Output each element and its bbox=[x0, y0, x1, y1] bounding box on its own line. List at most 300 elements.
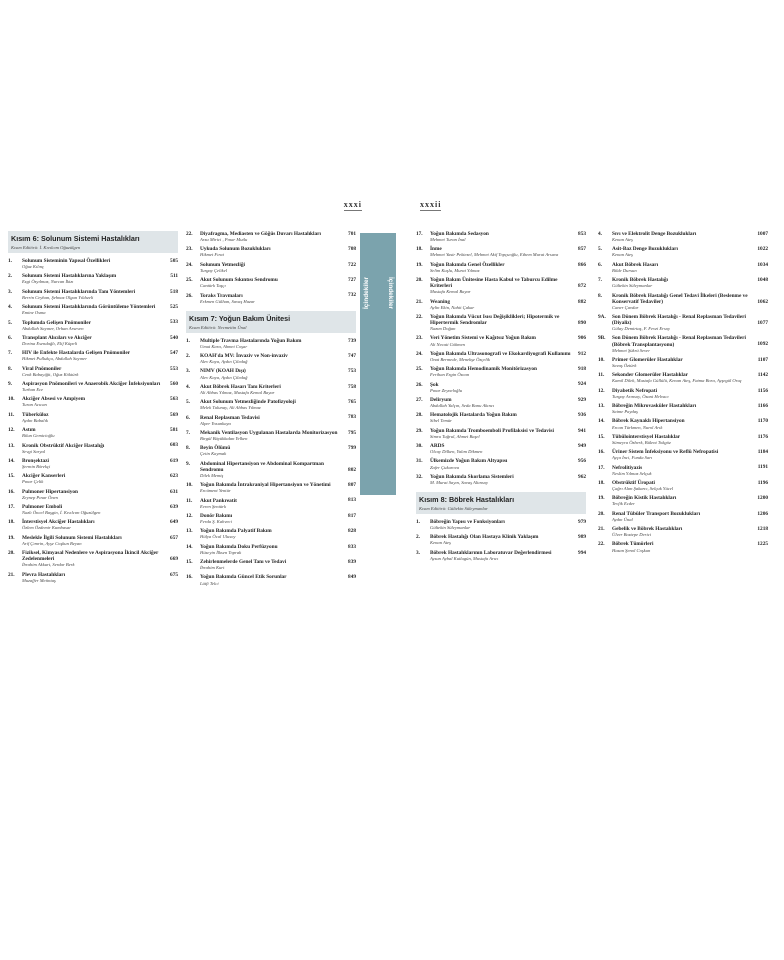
toc-entry-number: 21. bbox=[416, 298, 423, 305]
toc-entry[interactable] bbox=[8, 350, 178, 362]
toc-entry-title: Asit-Baz Denge Bozuklukları bbox=[612, 246, 678, 253]
toc-entry[interactable] bbox=[186, 368, 356, 380]
toc-entry[interactable] bbox=[416, 231, 586, 243]
toc-entry-title: Yoğun Bakımda Genel Özellikler bbox=[430, 261, 505, 268]
toc-entry[interactable] bbox=[416, 246, 586, 258]
toc-entry-number: 3. bbox=[186, 368, 190, 375]
toc-entry-author: Alev Kaya, Aydın Çiledağ bbox=[200, 359, 248, 365]
toc-entry-title: İnme bbox=[430, 246, 442, 253]
toc-entry-page: 1092 bbox=[757, 341, 768, 348]
toc-entry-author: Saime Paydaş bbox=[612, 409, 638, 415]
toc-entry-page: 732 bbox=[348, 292, 356, 299]
toc-entry-author: Sevgi Saryal bbox=[22, 448, 46, 454]
toc-entry-author: Abdullah Sayıner, Orhan Arseven bbox=[22, 325, 84, 331]
toc-entry-number: 21. bbox=[598, 526, 605, 533]
toc-entry-title: Uykuda Solunum Bozuklukları bbox=[200, 246, 271, 253]
toc-entry-author: Aydın Babalık bbox=[22, 417, 48, 423]
toc-entry-page: 962 bbox=[578, 473, 586, 480]
toc-entry[interactable] bbox=[598, 262, 768, 274]
toc-entry-number: 7. bbox=[598, 277, 602, 284]
toc-entry-page: 619 bbox=[170, 457, 178, 464]
toc-entry-title: Beyin Ölümü bbox=[200, 445, 231, 452]
toc-entry-number: 23. bbox=[416, 335, 423, 342]
toc-entry[interactable] bbox=[598, 480, 768, 492]
toc-entry-page: 890 bbox=[578, 319, 586, 326]
toc-entry-title: Toplumda Gelişen Pnömoniler bbox=[22, 319, 91, 326]
toc-entry-title: Bronşektazi bbox=[22, 457, 49, 464]
toc-entry[interactable] bbox=[8, 443, 178, 455]
toc-entry-title: Renal Tübüler Transport Bozuklukları bbox=[612, 510, 701, 517]
toc-entry[interactable] bbox=[8, 396, 178, 408]
toc-entry[interactable] bbox=[8, 304, 178, 316]
section-header bbox=[186, 311, 356, 333]
toc-entry-page: 1142 bbox=[757, 372, 768, 379]
toc-entry-number: 10. bbox=[186, 482, 193, 489]
toc-entry-number: 6. bbox=[8, 334, 12, 341]
toc-entry-author: İbrahim Kurt bbox=[200, 565, 225, 571]
toc-entry-number: 4. bbox=[598, 231, 602, 237]
toc-entry-title: Üriner Sistem İnfeksiyonu ve Reflü Nefropatisi bbox=[612, 449, 719, 456]
toc-entry[interactable] bbox=[598, 403, 768, 415]
toc-entry-page: 817 bbox=[348, 512, 356, 519]
toc-entry-page: 912 bbox=[578, 350, 586, 357]
toc-entry-number: 24. bbox=[416, 350, 423, 357]
toc-entry[interactable] bbox=[186, 559, 356, 571]
toc-entry-number: 22. bbox=[598, 541, 605, 548]
toc-entry-page: 727 bbox=[348, 277, 356, 284]
toc-entry[interactable] bbox=[8, 489, 178, 501]
toc-entry[interactable] bbox=[186, 338, 356, 350]
toc-entry[interactable] bbox=[186, 384, 356, 396]
left-page bbox=[4, 200, 386, 765]
toc-entry-page: 1218 bbox=[757, 525, 768, 532]
toc-entry-page: 813 bbox=[348, 497, 356, 504]
toc-entry-number: 3. bbox=[416, 549, 420, 556]
toc-entry[interactable] bbox=[186, 231, 356, 243]
toc-entry-title: Hematolojik Hastalarda Yoğun Bakım bbox=[430, 412, 517, 419]
toc-entry-page: 1048 bbox=[757, 277, 768, 284]
toc-entry-page: 994 bbox=[578, 549, 586, 556]
toc-entry-page: 747 bbox=[348, 352, 356, 359]
toc-entry[interactable] bbox=[416, 443, 586, 455]
toc-entry[interactable] bbox=[598, 541, 768, 553]
toc-entry[interactable] bbox=[8, 504, 178, 516]
toc-entry-title: NIMV (KOAH Dışı) bbox=[200, 368, 246, 375]
toc-entry-page: 828 bbox=[348, 528, 356, 535]
toc-entry-title: Multiple Travma Hastalarında Yoğun Bakım bbox=[200, 337, 302, 344]
toc-entry-title: Sekonder Glomerüler Hastalıklar bbox=[612, 372, 689, 379]
toc-entry-title: Kronik Obstrüktif Akciğer Hastalığı bbox=[22, 442, 105, 449]
toc-entry-number: 9. bbox=[186, 460, 190, 467]
toc-entry-number: 18. bbox=[416, 246, 423, 253]
toc-entry[interactable] bbox=[598, 434, 768, 446]
toc-entry-title: Böbreğin Kistik Hastalıkları bbox=[612, 495, 677, 502]
toc-entry[interactable] bbox=[598, 293, 768, 311]
toc-entry-number: 10. bbox=[8, 396, 15, 403]
toc-entry[interactable] bbox=[186, 445, 356, 457]
toc-entry[interactable] bbox=[416, 474, 586, 486]
toc-entry[interactable] bbox=[416, 382, 586, 394]
toc-entry[interactable] bbox=[8, 458, 178, 470]
toc-entry-title: Sıvı ve Elektrolit Denge Bozuklukları bbox=[612, 231, 697, 237]
toc-entry-author: Erkmen Gülhan, Savaş Hazar bbox=[200, 298, 255, 304]
toc-entry[interactable] bbox=[598, 246, 768, 258]
toc-entry-page: 560 bbox=[170, 380, 178, 387]
toc-entry[interactable] bbox=[598, 418, 768, 430]
toc-entry-title: Son Dönem Böbrek Hastalığı - Renal Replasman Tedavileri (Diyaliz) bbox=[612, 313, 746, 327]
toc-column bbox=[8, 231, 178, 587]
toc-entry-page: 758 bbox=[348, 383, 356, 390]
toc-entry-page: 1200 bbox=[757, 495, 768, 502]
toc-entry-page: 839 bbox=[348, 558, 356, 565]
toc-entry-author: Mehmet Şükrü Sever bbox=[612, 347, 651, 353]
toc-entry-page: 802 bbox=[348, 466, 356, 473]
toc-entry-page: 956 bbox=[578, 458, 586, 465]
toc-entry-author: Sümeyra Özberk, Bülent Tokgöz bbox=[612, 439, 671, 445]
toc-entry[interactable] bbox=[598, 511, 768, 523]
toc-entry-author: Evren Şentürk bbox=[200, 503, 226, 509]
toc-entry-page: 979 bbox=[578, 518, 586, 525]
toc-entry-number: 25. bbox=[416, 366, 423, 373]
toc-entry-author: Ercüment Yentür bbox=[200, 488, 231, 494]
toc-entry-number: 16. bbox=[8, 488, 15, 495]
toc-entry-number: 14. bbox=[186, 543, 193, 550]
toc-entry-author: Cenk Babayiğit, Oğuz Köktürk bbox=[22, 371, 79, 377]
toc-entry-page: 701 bbox=[348, 230, 356, 237]
toc-entry[interactable] bbox=[598, 465, 768, 477]
toc-entry[interactable] bbox=[8, 273, 178, 285]
toc-entry-author: Zeynep Pınar Önen bbox=[22, 494, 58, 500]
toc-entry[interactable] bbox=[8, 335, 178, 347]
toc-entry-number: 4. bbox=[8, 304, 12, 311]
toc-entry-number: 6. bbox=[598, 261, 602, 268]
toc-entry[interactable] bbox=[416, 519, 586, 531]
toc-entry-title: Yoğun Bakımda Sedasyon bbox=[430, 231, 489, 237]
toc-entry-title: Gebelik ve Böbrek Hastalıkları bbox=[612, 526, 683, 533]
toc-entry-title: Böbrek Kaynaklı Hipertansiyon bbox=[612, 418, 685, 425]
toc-entry-page: 924 bbox=[578, 381, 586, 388]
toc-entry-number: 25. bbox=[186, 277, 193, 284]
toc-entry-title: Şok bbox=[430, 381, 439, 388]
contents-side-tab bbox=[360, 233, 396, 495]
toc-entry-title: Yoğun Bakımda Skorlama Sistemleri bbox=[430, 473, 514, 480]
toc-entry-title: Akut Böbrek Hasarı bbox=[612, 261, 659, 268]
toc-entry[interactable] bbox=[186, 513, 356, 525]
toc-entry-number: 8. bbox=[598, 292, 602, 299]
toc-entry-author: Nazım Doğan bbox=[430, 326, 456, 332]
toc-entry-number: 11. bbox=[186, 497, 193, 504]
toc-entry[interactable] bbox=[186, 544, 356, 556]
toc-entry-author: Bilun Gemicioğlu bbox=[22, 433, 55, 439]
toc-entry-number: 12. bbox=[186, 512, 193, 519]
toc-entry[interactable] bbox=[186, 399, 356, 411]
toc-entry-title: Yoğun Bakımda Hemodinamik Monitörizasyon bbox=[430, 366, 537, 373]
toc-entry-title: Ülkemizde Yoğun Bakım Altyapısı bbox=[430, 458, 508, 465]
toc-entry-author: Mehmet Yasir Pektezel, Mehmet Akif Topçuoğlu, Ethem Murat Arsava bbox=[430, 252, 559, 258]
toc-entry-page: 753 bbox=[348, 368, 356, 375]
toc-entry-author: Neslim Yılmaz Selçuk bbox=[612, 470, 652, 476]
toc-entry-page: 1176 bbox=[757, 433, 768, 440]
toc-entry-number: 20. bbox=[416, 277, 423, 284]
toc-entry-number: 21. bbox=[8, 571, 15, 578]
toc-entry-page: 989 bbox=[578, 534, 586, 541]
toc-entry-title: Renal Replasman Tedavisi bbox=[200, 414, 260, 421]
toc-entry-number: 18. bbox=[8, 519, 15, 526]
toc-entry-number: 15. bbox=[598, 433, 605, 440]
toc-entry[interactable] bbox=[186, 461, 356, 479]
toc-entry-page: 547 bbox=[170, 350, 178, 357]
toc-entry[interactable] bbox=[8, 519, 178, 531]
toc-entry-author: Şermin Börekçi bbox=[22, 463, 51, 469]
toc-entry-author: Umut Kara, Ahmet Coşar bbox=[200, 343, 248, 349]
toc-entry-page: 505 bbox=[170, 257, 178, 264]
toc-entry-number: 3. bbox=[8, 288, 12, 295]
toc-entry-title: Solunum Sistemi Hastalıklarına Yaklaşım bbox=[22, 273, 117, 280]
toc-entry-page: 581 bbox=[170, 427, 178, 434]
toc-entry-title: Yoğun Bakımda Tromboemboli Profilaksisi ve Tedavisi bbox=[430, 427, 554, 434]
toc-entry-page: 849 bbox=[348, 574, 356, 581]
toc-entry[interactable] bbox=[186, 277, 356, 289]
toc-entry-page: 949 bbox=[578, 442, 586, 449]
toc-entry[interactable] bbox=[598, 231, 768, 243]
toc-entry-title: Kronik Böbrek Hastalığı bbox=[612, 277, 669, 284]
toc-entry-author: Ferda Ş. Kahveci bbox=[200, 519, 232, 524]
toc-entry-number: 20. bbox=[8, 550, 15, 557]
toc-entry-title: Diyabetik Nefropati bbox=[612, 387, 658, 394]
toc-entry-number: 30. bbox=[416, 443, 423, 450]
toc-entry[interactable] bbox=[8, 473, 178, 485]
toc-entry-title: Pulmoner Hipertansiyon bbox=[22, 488, 78, 495]
toc-entry-title: Yoğun Bakımda Ultrasonografi ve Ekokardiyografi Kullanımı bbox=[430, 350, 571, 357]
section-header bbox=[416, 492, 586, 514]
toc-entry-number: 2. bbox=[186, 353, 190, 360]
toc-entry-title: Böbrek Tümörleri bbox=[612, 541, 654, 548]
toc-entry-page: 1170 bbox=[757, 418, 768, 425]
toc-entry[interactable] bbox=[8, 572, 178, 584]
toc-entry-title: Abdominal Hipertansiyon ve Abdominal Kompartman Sendromu bbox=[200, 460, 324, 473]
toc-entry[interactable] bbox=[186, 528, 356, 540]
toc-entry-page: 1077 bbox=[757, 319, 768, 326]
side-tab-label: İçindekiler bbox=[387, 276, 394, 310]
toc-entry-title: Veri Yönetim Sistemi ve Kağıtsız Yoğun Bakım bbox=[430, 335, 536, 342]
toc-entry-author: Cantürk Taşçı bbox=[200, 283, 226, 289]
toc-entry-number: 20. bbox=[598, 510, 605, 517]
toc-entry-author: Kenan Ateş bbox=[430, 540, 451, 546]
toc-entry[interactable] bbox=[416, 262, 586, 274]
toc-entry-page: 511 bbox=[170, 273, 178, 280]
toc-entry-number: 16. bbox=[186, 574, 193, 581]
toc-entry-title: Akciğer Kanserleri bbox=[22, 473, 66, 480]
toc-entry-number: 5. bbox=[8, 319, 12, 326]
toc-entry[interactable] bbox=[186, 353, 356, 365]
toc-entry-author: Alev Kaya, Aydın Çiledağ bbox=[200, 374, 248, 380]
toc-entry-page: 866 bbox=[578, 261, 586, 268]
toc-entry-number: 27. bbox=[416, 396, 423, 403]
toc-entry[interactable] bbox=[186, 574, 356, 586]
section-editor: Kısım Editörü: İ. Kıvılcım Oğuzülgen bbox=[11, 245, 81, 250]
toc-entry[interactable] bbox=[186, 262, 356, 274]
toc-entry[interactable] bbox=[186, 498, 356, 510]
toc-entry-page: 833 bbox=[348, 543, 356, 550]
toc-entry-page: 1022 bbox=[757, 246, 768, 253]
toc-entry-title: Tüberküloz bbox=[22, 411, 49, 418]
toc-entry-title: Yoğun Bakımda Palyatif Bakım bbox=[200, 528, 272, 535]
toc-entry-number: 19. bbox=[598, 495, 605, 502]
toc-entry-author: Birgül Büyükkıdan Yelken bbox=[200, 436, 248, 442]
toc-entry[interactable] bbox=[598, 314, 768, 332]
toc-entry-page: 783 bbox=[348, 414, 356, 421]
toc-entry-page: 1191 bbox=[757, 464, 768, 471]
toc-entry[interactable] bbox=[8, 289, 178, 301]
page-number: xxxii bbox=[420, 200, 442, 209]
toc-entry[interactable] bbox=[8, 427, 178, 439]
toc-entry-number: 31. bbox=[416, 458, 423, 465]
toc-entry[interactable] bbox=[598, 357, 768, 369]
toc-entry-author: Aylin Ekin, Nahit Çakar bbox=[430, 304, 475, 310]
toc-entry-page: 657 bbox=[170, 534, 178, 541]
section-title: Kısım 8: Böbrek Hastalıkları bbox=[419, 495, 515, 504]
toc-entry-author: Savaş Öztürk bbox=[612, 363, 637, 368]
toc-entry-number: 28. bbox=[416, 412, 423, 419]
toc-entry[interactable] bbox=[598, 277, 768, 289]
toc-entry-number: 9. bbox=[8, 381, 12, 387]
toc-entry-author: Mustafa Kemal Bayar bbox=[430, 289, 471, 295]
toc-entry-title: Diyafragma, Mediasten ve Göğüs Duvarı Hastalıkları bbox=[200, 231, 321, 237]
toc-entry-title: Son Dönem Böbrek Hastalığı - Renal Replasman Tedavileri (Böbrek Transplantasyonu) bbox=[612, 335, 746, 348]
toc-entry-title: Fiziksel, Kimyasal Nedenlere ve Aspirasyona İkincil Akciğer Zedelenmeleri bbox=[22, 550, 159, 563]
toc-entry[interactable] bbox=[8, 258, 178, 270]
toc-entry-title: Yoğun Bakımda Vücut Isısı Değişiklikleri; Hipotermik ve Hipertermik Sendromlar bbox=[430, 313, 560, 327]
toc-entry-number: 14. bbox=[598, 418, 605, 425]
toc-entry-number: 12. bbox=[598, 387, 605, 394]
toc-entry-author: Gültekin Süleymanlar bbox=[430, 525, 471, 531]
toc-entry-page: 649 bbox=[170, 519, 178, 526]
toc-entry-title: Meslekle İlgili Solunum Sistemi Hastalıkları bbox=[22, 534, 122, 541]
toc-entry[interactable] bbox=[416, 412, 586, 424]
toc-entry-number: 5. bbox=[186, 399, 190, 406]
toc-entry-page: 941 bbox=[578, 427, 586, 434]
toc-entry[interactable] bbox=[186, 246, 356, 258]
toc-entry[interactable] bbox=[416, 397, 586, 409]
toc-entry-author: Hülya Öcal Ulusoy bbox=[200, 534, 236, 540]
toc-entry-author: Kenan Ateş bbox=[612, 252, 633, 258]
toc-entry-page: 936 bbox=[578, 412, 586, 419]
toc-entry-page: 631 bbox=[170, 488, 178, 495]
toc-entry-page: 1206 bbox=[757, 510, 768, 517]
toc-entry[interactable] bbox=[8, 320, 178, 332]
toc-entry-page: 1062 bbox=[757, 298, 768, 305]
toc-entry[interactable] bbox=[598, 372, 768, 384]
toc-entry[interactable] bbox=[416, 428, 586, 440]
toc-entry-author: Gültekin Süleymanlar bbox=[612, 283, 653, 289]
toc-entry-number: 17. bbox=[598, 464, 605, 471]
toc-entry-number: 9B. bbox=[598, 335, 606, 342]
toc-entry[interactable] bbox=[186, 430, 356, 442]
toc-entry[interactable] bbox=[8, 366, 178, 378]
toc-entry-author: Melek Tulunay, Ali Abbas Yılmaz bbox=[200, 405, 261, 411]
toc-entry[interactable] bbox=[416, 299, 586, 311]
toc-entry-title: Obstrüktif Üropati bbox=[612, 479, 656, 486]
toc-entry[interactable] bbox=[598, 335, 768, 353]
toc-entry-page: 1034 bbox=[757, 261, 768, 268]
toc-entry-title: Primer Glomerüler Hastalıklar bbox=[612, 356, 683, 363]
toc-entry[interactable] bbox=[598, 388, 768, 400]
toc-entry-author: Ezgi Özyılmaz, Nurcan İkizı bbox=[22, 279, 74, 285]
toc-entry-author: Tevfik Ecder bbox=[612, 501, 635, 507]
toc-entry[interactable] bbox=[186, 482, 356, 494]
toc-entry[interactable] bbox=[8, 412, 178, 424]
toc-entry-author: Emine Osma bbox=[22, 310, 46, 316]
toc-entry-author: Ali Abbas Yılmaz, Mustafa Kemal Bayar bbox=[200, 389, 275, 395]
toc-entry-author: Onat Bermede, Menekşe Özçelik bbox=[430, 356, 490, 362]
toc-entry-author: M. Murat Sayın, Savaş Altınsoy bbox=[430, 479, 489, 485]
toc-entry-page: 569 bbox=[170, 411, 178, 418]
toc-entry-number: 1. bbox=[186, 337, 190, 344]
toc-entry-number: 26. bbox=[186, 292, 193, 299]
toc-entry-page: 906 bbox=[578, 335, 586, 342]
toc-entry-page: 1196 bbox=[757, 479, 768, 486]
toc-entry-page: 882 bbox=[578, 298, 586, 305]
toc-entry[interactable] bbox=[598, 449, 768, 461]
toc-entry-author: Simru Tuğrul, Ahmet Başel bbox=[430, 433, 480, 439]
toc-entry[interactable] bbox=[8, 535, 178, 547]
toc-entry[interactable] bbox=[416, 277, 586, 295]
toc-entry-page: 739 bbox=[348, 337, 356, 344]
toc-entry[interactable] bbox=[186, 293, 356, 305]
toc-entry-page: 799 bbox=[348, 445, 356, 452]
toc-column bbox=[598, 231, 768, 557]
toc-entry-author: Turhan Ece bbox=[22, 387, 44, 393]
toc-entry-page: 669 bbox=[170, 556, 178, 563]
toc-entry-author: Lütfi Telci bbox=[200, 580, 219, 586]
toc-column bbox=[416, 231, 586, 565]
toc-entry-page: 639 bbox=[170, 503, 178, 510]
toc-entry[interactable] bbox=[416, 550, 586, 562]
toc-entry[interactable] bbox=[8, 381, 178, 393]
toc-entry-author: Bilde Dursun bbox=[612, 267, 637, 273]
toc-entry[interactable] bbox=[416, 366, 586, 378]
toc-entry-author: Ali Necati Gökmen bbox=[430, 341, 465, 347]
toc-entry-page: 553 bbox=[170, 365, 178, 372]
toc-entry[interactable] bbox=[598, 526, 768, 538]
toc-entry-author: Aydın Ünal bbox=[612, 516, 633, 522]
toc-entry[interactable] bbox=[416, 351, 586, 363]
toc-entry[interactable] bbox=[416, 534, 586, 546]
toc-entry[interactable] bbox=[8, 550, 178, 568]
toc-entry[interactable] bbox=[416, 335, 586, 347]
toc-entry-title: Solunum Sistemi Hastalıklarında Görüntüleme Yöntemleri bbox=[22, 304, 156, 311]
toc-entry-page: 603 bbox=[170, 442, 178, 449]
toc-entry-number: 8. bbox=[8, 365, 12, 372]
toc-entry-number: 16. bbox=[598, 449, 605, 456]
toc-entry-title: Transplant Alıcıları ve Akciğer bbox=[22, 334, 92, 341]
toc-entry-title: HIV ile Enfekte Hastalarda Gelişen Pnömoniler bbox=[22, 350, 131, 357]
toc-entry[interactable] bbox=[186, 415, 356, 427]
toc-entry-author: Selim Kuşlu, Murat Yılmaz bbox=[430, 267, 480, 273]
toc-entry[interactable] bbox=[416, 458, 586, 470]
toc-entry[interactable] bbox=[598, 495, 768, 507]
toc-entry-number: 15. bbox=[8, 473, 15, 480]
toc-entry[interactable] bbox=[416, 314, 586, 332]
toc-entry-author: Hasan Şenol Coşkun bbox=[612, 547, 651, 553]
toc-entry-title: Toraks Travmaları bbox=[200, 292, 243, 299]
toc-entry-author: Aysun Aybal Kutlugün, Mustafa Arıcı bbox=[430, 555, 499, 561]
toc-entry-number: 23. bbox=[186, 246, 193, 253]
toc-entry-author: Berrin Ceyhan, Şehnaz Olgun Yıldızeli bbox=[22, 294, 94, 300]
toc-entry-author: Ülver Boztepe Derici bbox=[612, 532, 652, 538]
toc-entry-author: Arif Çımrin, Ayşe Coşkun Beyan bbox=[22, 540, 82, 546]
toc-entry-title: Böbreğin Yapısı ve Fonksiyonları bbox=[430, 519, 505, 525]
